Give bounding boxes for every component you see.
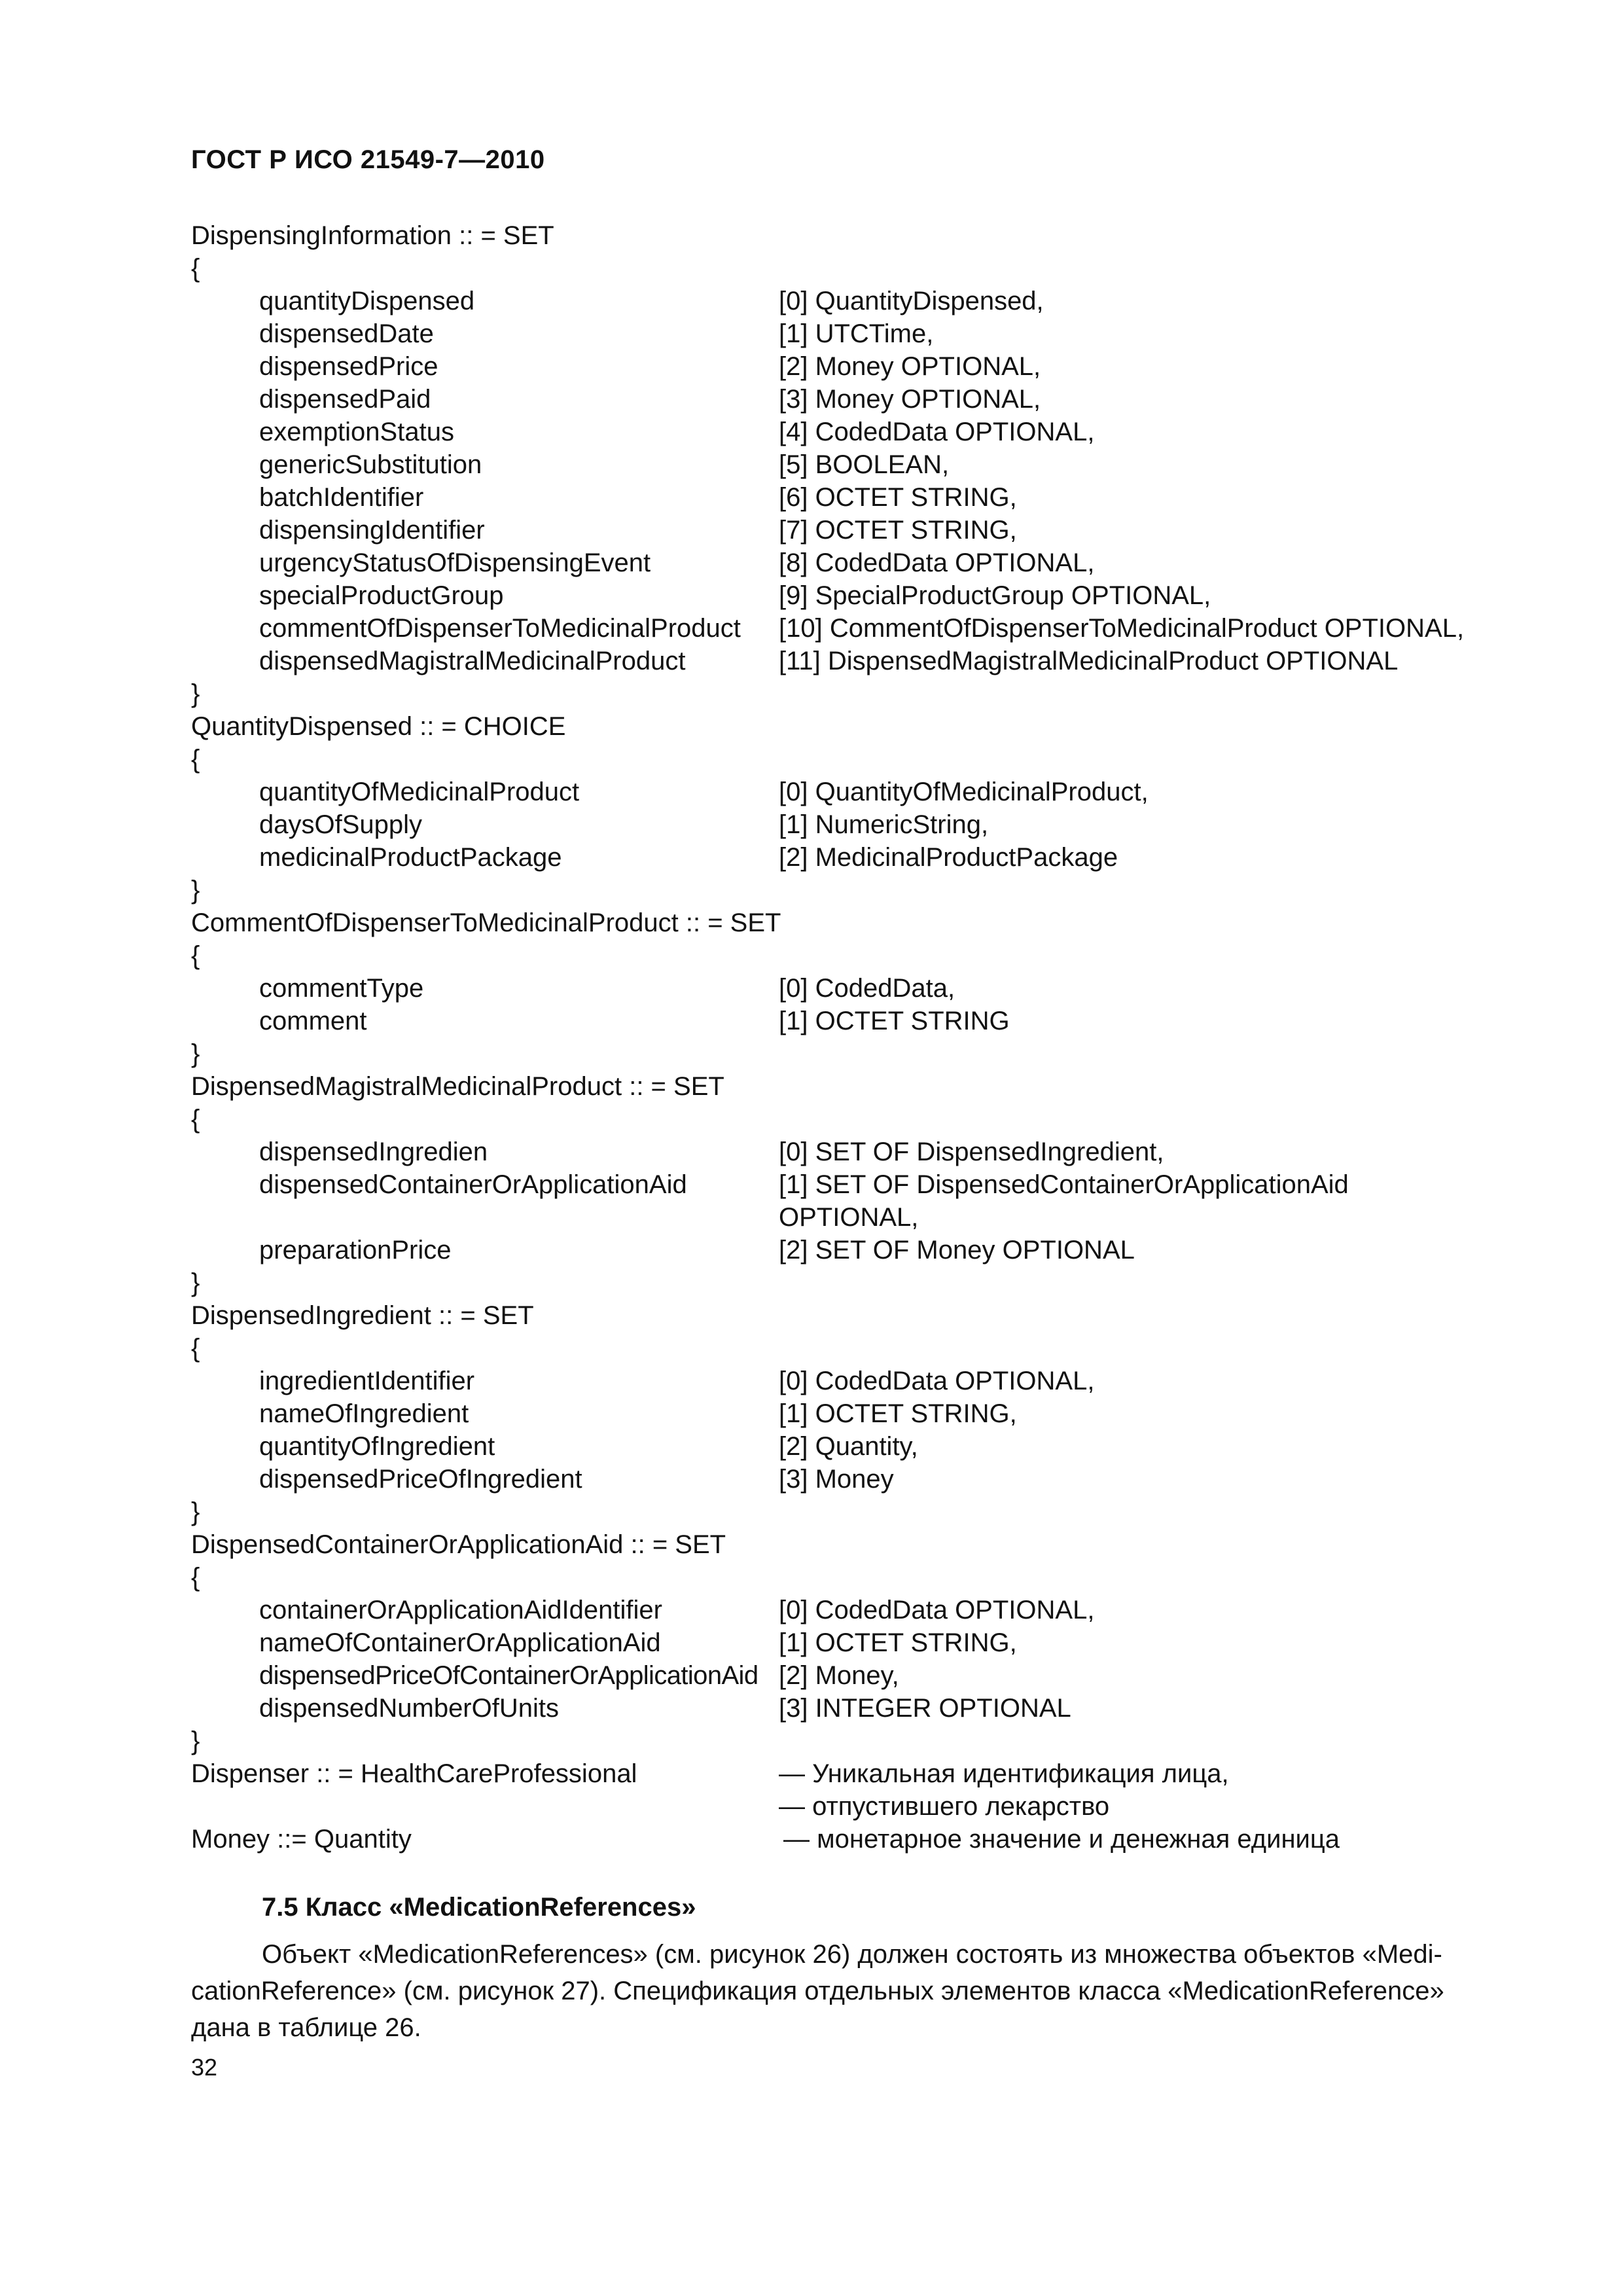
dispenser-declaration [191, 1757, 1520, 1790]
field-name: quantityOfMedicinalProduct [259, 778, 580, 806]
field-name: quantityDispensed [259, 287, 475, 315]
field-row [191, 1005, 1520, 1037]
close-brace: } [191, 1268, 200, 1297]
field-type: [0] CodedData OPTIONAL, [779, 1367, 1095, 1395]
open-brace-line [191, 1103, 1520, 1136]
field-type: [0] SET OF DispensedIngredient, [779, 1138, 1164, 1166]
field-name: dispensedPrice [259, 352, 438, 381]
field-name: specialProductGroup [259, 581, 504, 610]
field-row [191, 1430, 1520, 1463]
field-row [191, 1463, 1520, 1496]
close-brace-line [191, 677, 1520, 710]
dispenser-comment-continuation [191, 1790, 1520, 1823]
field-row [191, 1397, 1520, 1430]
field-type: [1] NumericString, [779, 810, 989, 839]
declaration-text: Money ::= Quantity [191, 1825, 412, 1854]
field-name: containerOrApplicationAidIdentifier [259, 1596, 662, 1624]
field-type: [0] QuantityOfMedicinalProduct, [779, 778, 1149, 806]
open-brace: { [191, 1334, 200, 1363]
field-name: medicinalProductPackage [259, 843, 562, 872]
field-type: [3] Money OPTIONAL, [779, 385, 1041, 414]
field-row [191, 514, 1520, 547]
declaration-text: DispensingInformation :: = SET [191, 221, 554, 250]
field-row [191, 1365, 1520, 1397]
open-brace: { [191, 254, 200, 283]
field-type: [0] CodedData OPTIONAL, [779, 1596, 1095, 1624]
field-name: dispensedPriceOfContainerOrApplicationAid [259, 1661, 758, 1690]
field-name: exemptionStatus [259, 418, 454, 446]
type-declaration [191, 710, 1520, 743]
field-name: commentType [259, 974, 424, 1003]
field-type: [2] Money, [779, 1661, 899, 1690]
field-name: daysOfSupply [259, 810, 423, 839]
type-declaration [191, 1528, 1520, 1561]
field-type: [0] CodedData, [779, 974, 955, 1003]
field-row-continuation [191, 1201, 1520, 1234]
asn1-definitions [191, 219, 1520, 1856]
field-row [191, 776, 1520, 808]
field-type: [2] MedicinalProductPackage [779, 843, 1118, 872]
comment-text: — монетарное значение и денежная единица [783, 1825, 1340, 1854]
field-row [191, 350, 1520, 383]
close-brace-line [191, 1496, 1520, 1528]
standard-header: ГОСТ Р ИСО 21549-7—2010 [191, 145, 545, 174]
close-brace: } [191, 1039, 200, 1068]
field-row [191, 1659, 1520, 1692]
field-type: [1] OCTET STRING [779, 1007, 1010, 1035]
close-brace-line [191, 874, 1520, 906]
declaration-text: CommentOfDispenserToMedicinalProduct :: = SET [191, 908, 781, 937]
field-row [191, 481, 1520, 514]
close-brace-line [191, 1725, 1520, 1757]
open-brace-line [191, 743, 1520, 776]
field-name: dispensedNumberOfUnits [259, 1694, 559, 1723]
field-type: [1] OCTET STRING, [779, 1628, 1017, 1657]
field-row [191, 448, 1520, 481]
close-brace: } [191, 1727, 200, 1755]
field-row [191, 1234, 1520, 1266]
field-type: [8] CodedData OPTIONAL, [779, 548, 1095, 577]
field-row [191, 579, 1520, 612]
field-name: dispensingIdentifier [259, 516, 485, 545]
field-type: [3] Money [779, 1465, 894, 1494]
field-type: [11] DispensedMagistralMedicinalProduct OPTIONAL [779, 647, 1399, 675]
open-brace: { [191, 941, 200, 970]
field-name: quantityOfIngredient [259, 1432, 495, 1461]
field-name: dispensedIngredien [259, 1138, 488, 1166]
field-row [191, 808, 1520, 841]
field-name: genericSubstitution [259, 450, 482, 479]
paragraph-line: дана в таблице 26. [191, 2013, 421, 2042]
open-brace: { [191, 1563, 200, 1592]
field-type: [2] SET OF Money OPTIONAL [779, 1236, 1135, 1265]
field-row [191, 1594, 1520, 1626]
field-name: nameOfIngredient [259, 1399, 469, 1428]
field-row [191, 645, 1520, 677]
field-name: dispensedMagistralMedicinalProduct [259, 647, 686, 675]
field-name: dispensedContainerOrApplicationAid [259, 1170, 687, 1199]
field-row [191, 1168, 1520, 1201]
comment-text: — отпустившего лекарство [779, 1792, 1110, 1821]
field-row [191, 317, 1520, 350]
field-type: [5] BOOLEAN, [779, 450, 950, 479]
page-number: 32 [191, 2054, 218, 2081]
close-brace-line [191, 1266, 1520, 1299]
field-type: [10] CommentOfDispenserToMedicinalProduct OPTIONAL, [779, 614, 1465, 643]
field-type: [1] SET OF DispensedContainerOrApplicationAid [779, 1170, 1349, 1199]
field-type: [2] Quantity, [779, 1432, 918, 1461]
body-paragraph [191, 1936, 1520, 2046]
field-row [191, 612, 1520, 645]
field-row [191, 383, 1520, 416]
field-name: dispensedPriceOfIngredient [259, 1465, 582, 1494]
field-type: [6] OCTET STRING, [779, 483, 1017, 512]
field-name: commentOfDispenserToMedicinalProduct [259, 614, 741, 643]
field-type: [9] SpecialProductGroup OPTIONAL, [779, 581, 1211, 610]
close-brace: } [191, 679, 200, 708]
open-brace-line [191, 1561, 1520, 1594]
paragraph-line: cationReference» (см. рисунок 27). Спецификация отдельных элементов класса «MedicationReference» [191, 1977, 1444, 2005]
field-row [191, 416, 1520, 448]
declaration-text: DispensedIngredient :: = SET [191, 1301, 534, 1330]
section-heading: 7.5 Класс «MedicationReferences» [262, 1893, 696, 1922]
field-row [191, 841, 1520, 874]
declaration-text: QuantityDispensed :: = CHOICE [191, 712, 566, 741]
field-type: [0] QuantityDispensed, [779, 287, 1044, 315]
field-name: dispensedPaid [259, 385, 431, 414]
field-name: comment [259, 1007, 367, 1035]
field-type: [2] Money OPTIONAL, [779, 352, 1041, 381]
open-brace-line [191, 252, 1520, 285]
field-name: ingredientIdentifier [259, 1367, 475, 1395]
close-brace-line [191, 1037, 1520, 1070]
close-brace: } [191, 1498, 200, 1526]
type-declaration [191, 1299, 1520, 1332]
field-name: dispensedDate [259, 319, 434, 348]
field-type: [4] CodedData OPTIONAL, [779, 418, 1095, 446]
field-type: OPTIONAL, [779, 1203, 919, 1232]
comment-text: — Уникальная идентификация лица, [779, 1759, 1229, 1788]
close-brace: } [191, 876, 200, 905]
type-declaration [191, 1070, 1520, 1103]
field-type: [3] INTEGER OPTIONAL [779, 1694, 1071, 1723]
money-declaration [191, 1823, 1520, 1856]
field-row [191, 547, 1520, 579]
paragraph-line: Объект «MedicationReferences» (см. рисунок 26) должен состоять из множества объектов «Medi- [262, 1940, 1442, 1969]
field-row [191, 285, 1520, 317]
field-name: nameOfContainerOrApplicationAid [259, 1628, 661, 1657]
field-name: batchIdentifier [259, 483, 424, 512]
field-row [191, 1626, 1520, 1659]
declaration-text: DispensedMagistralMedicinalProduct :: = SET [191, 1072, 724, 1101]
open-brace-line [191, 939, 1520, 972]
field-type: [7] OCTET STRING, [779, 516, 1017, 545]
declaration-text: Dispenser :: = HealthCareProfessional [191, 1759, 637, 1788]
field-name: urgencyStatusOfDispensingEvent [259, 548, 651, 577]
declaration-text: DispensedContainerOrApplicationAid :: = SET [191, 1530, 726, 1559]
open-brace-line [191, 1332, 1520, 1365]
open-brace: { [191, 745, 200, 774]
type-declaration [191, 906, 1520, 939]
field-row [191, 1692, 1520, 1725]
field-name: preparationPrice [259, 1236, 452, 1265]
field-type: [1] OCTET STRING, [779, 1399, 1017, 1428]
field-row [191, 972, 1520, 1005]
field-type: [1] UTCTime, [779, 319, 934, 348]
type-declaration [191, 219, 1520, 252]
field-row [191, 1136, 1520, 1168]
open-brace: { [191, 1105, 200, 1134]
